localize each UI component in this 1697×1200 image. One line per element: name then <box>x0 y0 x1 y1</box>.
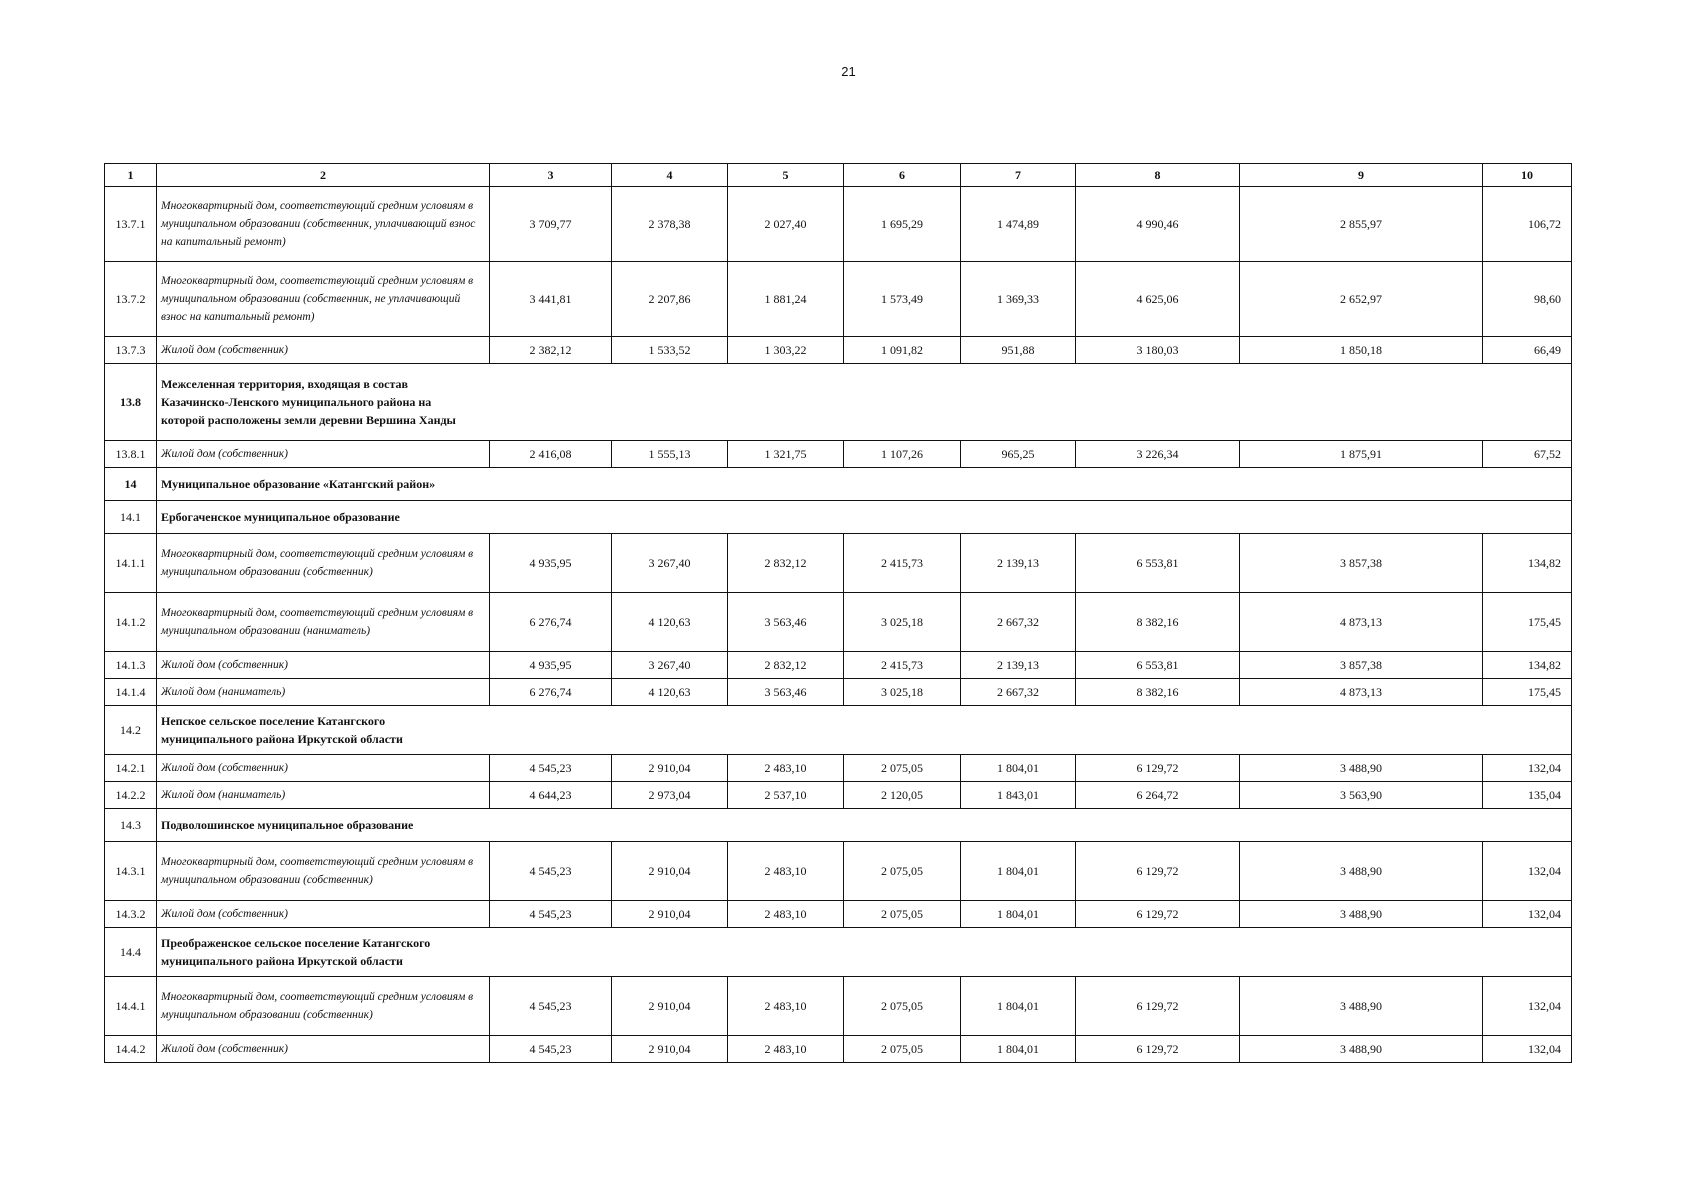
value-cell: 4 545,23 <box>490 842 612 901</box>
value-cell: 1 107,26 <box>844 441 961 468</box>
section-title <box>157 928 1572 977</box>
value-cell: 2 075,05 <box>844 901 961 928</box>
value-cell: 2 483,10 <box>728 901 844 928</box>
tariff-table <box>104 163 1572 1063</box>
value-cell: 4 625,06 <box>1076 262 1240 337</box>
value-cell: 3 025,18 <box>844 593 961 652</box>
row-name: Многоквартирный дом, соответствующий средним условиям в муниципальном образовании (наниматель) <box>157 593 490 652</box>
value-cell: 3 441,81 <box>490 262 612 337</box>
column-header: 1 <box>105 164 157 187</box>
value-cell: 2 483,10 <box>728 755 844 782</box>
table-row <box>105 652 1572 679</box>
value-cell: 4 545,23 <box>490 755 612 782</box>
value-cell: 3 488,90 <box>1240 1036 1483 1063</box>
table-body <box>105 187 1572 1063</box>
row-name: Многоквартирный дом, соответствующий средним условиям в муниципальном образовании (собственник) <box>157 842 490 901</box>
value-cell: 3 857,38 <box>1240 652 1483 679</box>
value-cell: 4 545,23 <box>490 1036 612 1063</box>
section-code: 14.1 <box>105 501 157 534</box>
row-name: Многоквартирный дом, соответствующий средним условиям в муниципальном образовании (собственник, уплачивающий взнос на капитальный ремонт) <box>157 187 490 262</box>
section-code: 14.3 <box>105 809 157 842</box>
table-row <box>105 262 1572 337</box>
column-header: 9 <box>1240 164 1483 187</box>
value-cell: 132,04 <box>1483 755 1572 782</box>
table-row <box>105 755 1572 782</box>
header-row <box>105 164 1572 187</box>
value-cell: 2 416,08 <box>490 441 612 468</box>
value-cell: 1 804,01 <box>961 1036 1076 1063</box>
section-title <box>157 501 1572 534</box>
value-cell: 4 935,95 <box>490 534 612 593</box>
value-cell: 4 120,63 <box>612 593 728 652</box>
value-cell: 1 321,75 <box>728 441 844 468</box>
value-cell: 3 267,40 <box>612 534 728 593</box>
row-code: 14.1.4 <box>105 679 157 706</box>
value-cell: 6 129,72 <box>1076 755 1240 782</box>
value-cell: 98,60 <box>1483 262 1572 337</box>
value-cell: 3 267,40 <box>612 652 728 679</box>
row-code: 14.2.1 <box>105 755 157 782</box>
section-row <box>105 928 1572 977</box>
value-cell: 4 935,95 <box>490 652 612 679</box>
table-row <box>105 977 1572 1036</box>
value-cell: 4 545,23 <box>490 977 612 1036</box>
value-cell: 6 276,74 <box>490 593 612 652</box>
value-cell: 2 483,10 <box>728 977 844 1036</box>
row-name: Жилой дом (собственник) <box>157 652 490 679</box>
table-row <box>105 679 1572 706</box>
value-cell: 1 303,22 <box>728 337 844 364</box>
value-cell: 2 855,97 <box>1240 187 1483 262</box>
row-code: 14.1.3 <box>105 652 157 679</box>
value-cell: 1 555,13 <box>612 441 728 468</box>
section-title <box>157 364 1572 441</box>
value-cell: 6 129,72 <box>1076 1036 1240 1063</box>
table-row <box>105 187 1572 262</box>
value-cell: 1 804,01 <box>961 901 1076 928</box>
row-code: 13.7.1 <box>105 187 157 262</box>
row-name: Жилой дом (собственник) <box>157 441 490 468</box>
row-name: Жилой дом (собственник) <box>157 337 490 364</box>
value-cell: 2 027,40 <box>728 187 844 262</box>
value-cell: 6 553,81 <box>1076 652 1240 679</box>
table-row <box>105 1036 1572 1063</box>
value-cell: 3 488,90 <box>1240 901 1483 928</box>
row-name: Жилой дом (наниматель) <box>157 782 490 809</box>
value-cell: 2 415,73 <box>844 534 961 593</box>
value-cell: 132,04 <box>1483 842 1572 901</box>
section-title-text: Подволошинское муниципальное образование <box>161 818 414 832</box>
value-cell: 3 488,90 <box>1240 842 1483 901</box>
value-cell: 3 025,18 <box>844 679 961 706</box>
table-row <box>105 901 1572 928</box>
section-title-text: Муниципальное образование «Катангский район» <box>161 477 436 491</box>
section-row <box>105 501 1572 534</box>
row-code: 14.4.2 <box>105 1036 157 1063</box>
value-cell: 6 129,72 <box>1076 842 1240 901</box>
value-cell: 134,82 <box>1483 652 1572 679</box>
value-cell: 106,72 <box>1483 187 1572 262</box>
page-number: 21 <box>841 64 856 79</box>
row-name: Жилой дом (собственник) <box>157 755 490 782</box>
value-cell: 4 120,63 <box>612 679 728 706</box>
value-cell: 2 832,12 <box>728 652 844 679</box>
row-name: Жилой дом (собственник) <box>157 901 490 928</box>
column-header: 6 <box>844 164 961 187</box>
value-cell: 1 695,29 <box>844 187 961 262</box>
value-cell: 2 415,73 <box>844 652 961 679</box>
value-cell: 1 369,33 <box>961 262 1076 337</box>
value-cell: 2 667,32 <box>961 593 1076 652</box>
section-row <box>105 809 1572 842</box>
value-cell: 3 857,38 <box>1240 534 1483 593</box>
value-cell: 1 573,49 <box>844 262 961 337</box>
row-code: 14.4.1 <box>105 977 157 1036</box>
column-header: 8 <box>1076 164 1240 187</box>
value-cell: 8 382,16 <box>1076 593 1240 652</box>
value-cell: 1 804,01 <box>961 842 1076 901</box>
value-cell: 2 832,12 <box>728 534 844 593</box>
row-name: Многоквартирный дом, соответствующий средним условиям в муниципальном образовании (собственник) <box>157 534 490 593</box>
row-name: Многоквартирный дом, соответствующий средним условиям в муниципальном образовании (собственник) <box>157 977 490 1036</box>
value-cell: 2 075,05 <box>844 1036 961 1063</box>
section-code: 14.2 <box>105 706 157 755</box>
section-title-text: Непское сельское поселение Катангского муниципального района Иркутской области <box>161 714 403 746</box>
value-cell: 135,04 <box>1483 782 1572 809</box>
value-cell: 2 910,04 <box>612 755 728 782</box>
section-code: 13.8 <box>105 364 157 441</box>
table-row <box>105 782 1572 809</box>
column-header: 4 <box>612 164 728 187</box>
row-code: 14.3.2 <box>105 901 157 928</box>
table-row <box>105 593 1572 652</box>
value-cell: 3 563,46 <box>728 593 844 652</box>
value-cell: 2 075,05 <box>844 755 961 782</box>
column-header: 7 <box>961 164 1076 187</box>
value-cell: 1 875,91 <box>1240 441 1483 468</box>
row-code: 14.2.2 <box>105 782 157 809</box>
value-cell: 134,82 <box>1483 534 1572 593</box>
column-header: 3 <box>490 164 612 187</box>
column-header: 10 <box>1483 164 1572 187</box>
value-cell: 4 873,13 <box>1240 593 1483 652</box>
value-cell: 132,04 <box>1483 901 1572 928</box>
value-cell: 4 873,13 <box>1240 679 1483 706</box>
row-name: Жилой дом (наниматель) <box>157 679 490 706</box>
value-cell: 2 075,05 <box>844 977 961 1036</box>
value-cell: 1 091,82 <box>844 337 961 364</box>
row-code: 14.1.2 <box>105 593 157 652</box>
value-cell: 951,88 <box>961 337 1076 364</box>
value-cell: 6 553,81 <box>1076 534 1240 593</box>
value-cell: 2 973,04 <box>612 782 728 809</box>
value-cell: 66,49 <box>1483 337 1572 364</box>
row-name: Жилой дом (собственник) <box>157 1036 490 1063</box>
section-title-text: Ербогаченское муниципальное образование <box>161 510 400 524</box>
section-row <box>105 706 1572 755</box>
value-cell: 2 139,13 <box>961 652 1076 679</box>
value-cell: 2 139,13 <box>961 534 1076 593</box>
row-code: 13.7.2 <box>105 262 157 337</box>
value-cell: 2 075,05 <box>844 842 961 901</box>
value-cell: 6 276,74 <box>490 679 612 706</box>
section-title <box>157 706 1572 755</box>
value-cell: 2 483,10 <box>728 842 844 901</box>
table-row <box>105 842 1572 901</box>
row-code: 14.3.1 <box>105 842 157 901</box>
value-cell: 4 990,46 <box>1076 187 1240 262</box>
value-cell: 6 129,72 <box>1076 901 1240 928</box>
table-row <box>105 441 1572 468</box>
value-cell: 1 850,18 <box>1240 337 1483 364</box>
value-cell: 3 488,90 <box>1240 977 1483 1036</box>
value-cell: 2 652,97 <box>1240 262 1483 337</box>
value-cell: 67,52 <box>1483 441 1572 468</box>
section-code: 14.4 <box>105 928 157 977</box>
value-cell: 132,04 <box>1483 977 1572 1036</box>
section-title-text: Межселенная территория, входящая в состав Казачинско-Ленского муниципального района на которой расположены земли деревни Вершина Ханды <box>161 377 456 427</box>
row-code: 14.1.1 <box>105 534 157 593</box>
value-cell: 3 709,77 <box>490 187 612 262</box>
value-cell: 3 563,90 <box>1240 782 1483 809</box>
value-cell: 2 667,32 <box>961 679 1076 706</box>
value-cell: 1 804,01 <box>961 977 1076 1036</box>
column-header: 5 <box>728 164 844 187</box>
value-cell: 2 207,86 <box>612 262 728 337</box>
value-cell: 2 483,10 <box>728 1036 844 1063</box>
value-cell: 6 129,72 <box>1076 977 1240 1036</box>
section-row <box>105 468 1572 501</box>
table-row <box>105 534 1572 593</box>
value-cell: 3 180,03 <box>1076 337 1240 364</box>
value-cell: 132,04 <box>1483 1036 1572 1063</box>
value-cell: 175,45 <box>1483 679 1572 706</box>
value-cell: 2 910,04 <box>612 977 728 1036</box>
value-cell: 965,25 <box>961 441 1076 468</box>
value-cell: 3 563,46 <box>728 679 844 706</box>
row-name: Многоквартирный дом, соответствующий средним условиям в муниципальном образовании (собственник, не уплачивающий взнос на капитальный ремонт) <box>157 262 490 337</box>
section-row <box>105 364 1572 441</box>
value-cell: 2 537,10 <box>728 782 844 809</box>
table-row <box>105 337 1572 364</box>
row-code: 13.7.3 <box>105 337 157 364</box>
value-cell: 2 120,05 <box>844 782 961 809</box>
value-cell: 6 264,72 <box>1076 782 1240 809</box>
value-cell: 1 533,52 <box>612 337 728 364</box>
section-title <box>157 809 1572 842</box>
value-cell: 3 488,90 <box>1240 755 1483 782</box>
value-cell: 1 843,01 <box>961 782 1076 809</box>
value-cell: 1 804,01 <box>961 755 1076 782</box>
value-cell: 3 226,34 <box>1076 441 1240 468</box>
value-cell: 2 378,38 <box>612 187 728 262</box>
value-cell: 4 545,23 <box>490 901 612 928</box>
section-title-text: Преображенское сельское поселение Катангского муниципального района Иркутской области <box>161 936 431 968</box>
value-cell: 4 644,23 <box>490 782 612 809</box>
column-header: 2 <box>157 164 490 187</box>
value-cell: 2 910,04 <box>612 901 728 928</box>
value-cell: 2 382,12 <box>490 337 612 364</box>
value-cell: 175,45 <box>1483 593 1572 652</box>
value-cell: 8 382,16 <box>1076 679 1240 706</box>
value-cell: 2 910,04 <box>612 1036 728 1063</box>
section-code: 14 <box>105 468 157 501</box>
row-code: 13.8.1 <box>105 441 157 468</box>
value-cell: 1 474,89 <box>961 187 1076 262</box>
section-title <box>157 468 1572 501</box>
value-cell: 2 910,04 <box>612 842 728 901</box>
value-cell: 1 881,24 <box>728 262 844 337</box>
